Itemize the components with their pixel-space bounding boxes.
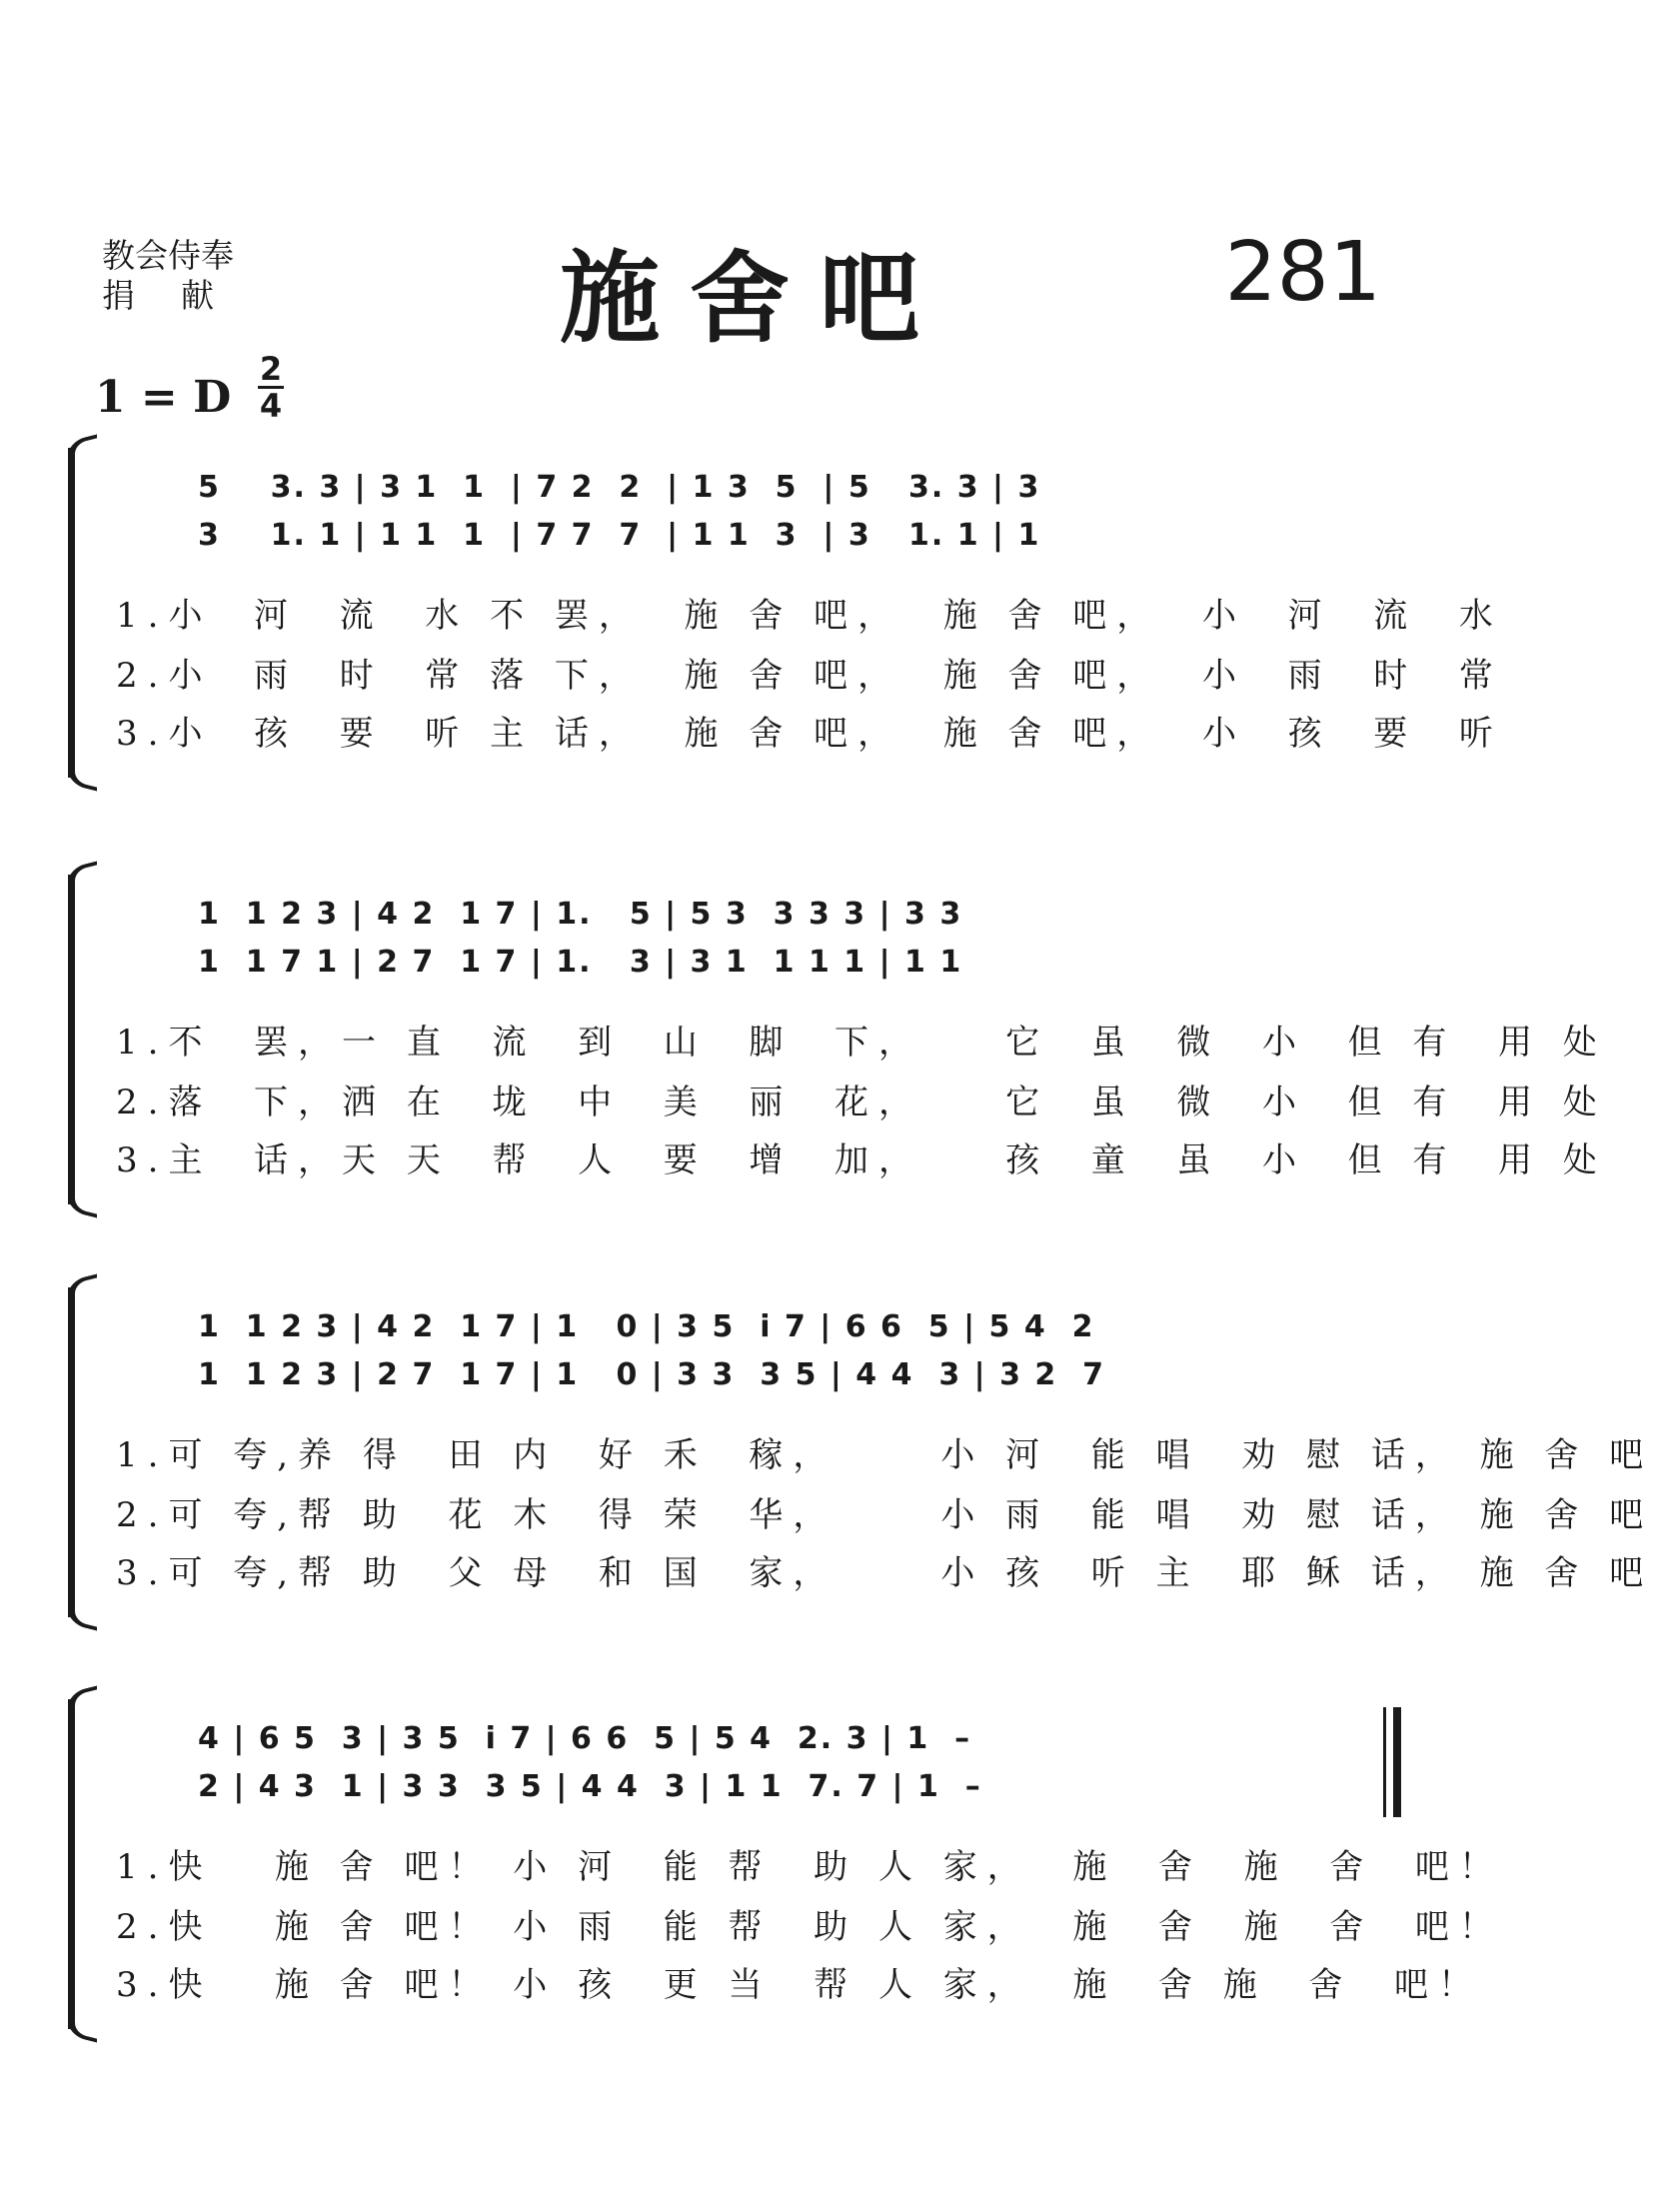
soprano-line: 5 3. 3 | 3 1 1 | 7 2 2 | 1 3 5 | 5 3. 3 | 3 [198,470,1041,505]
credit-line-2: 捐献 [102,276,260,315]
hymn-number: 281 [1224,225,1381,320]
time-bottom: 4 [259,387,283,425]
system-4 [68,1699,1503,2029]
soprano-line: 4 | 6 5 3 | 3 5 i 7 | 6 6 5 | 5 4 2. 3 | 1 – [198,1721,972,1756]
lyric-verse-3: 3.可 夸,帮 助 父 母 和 国 家， 小 孩 听 主 耶 稣 话， 施 舍 吧 [116,1553,1653,1593]
system-2 [68,875,1607,1204]
system-1 [68,448,1503,778]
credit-line-1: 教会侍奉 [102,236,234,275]
alto-line: 3 1. 1 | 1 1 1 | 7 7 7 | 1 1 3 | 3 1. 1 | 1 [198,518,1041,553]
lyric-verse-1: 1.不 罢，一 直 流 到 山 脚 下， 它 虽 微 小 但 有 用 处 [116,1023,1607,1063]
lyric-verse-3: 3.主 话，天 天 帮 人 要 增 加， 孩 童 虽 小 但 有 用 处 [116,1140,1607,1180]
system-bracket [68,1699,89,2029]
final-barline-thin [1383,1707,1386,1817]
lyric-verse-3: 3.小 孩 要 听 主 话， 施 舍 吧， 施 舍 吧， 小 孩 要 听 [116,714,1503,754]
alto-line: 1 1 2 3 | 2 7 1 7 | 1 0 | 3 3 3 5 | 4 4 3 | 3 2 7 [198,1357,1106,1392]
lyric-verse-2: 2.小 雨 时 常 落 下， 施 舍 吧， 施 舍 吧， 小 雨 时 常 [116,656,1503,696]
soprano-line: 1 1 2 3 | 4 2 1 7 | 1. 5 | 5 3 3 3 3 | 3 3 [198,897,963,932]
system-3 [68,1287,1653,1617]
system-bracket [68,875,89,1204]
alto-line: 2 | 4 3 1 | 3 3 3 5 | 4 4 3 | 1 1 7. 7 | 1 – [198,1769,982,1804]
time-top: 2 [259,350,283,388]
lyric-verse-2: 2.落 下，洒 在 垅 中 美 丽 花， 它 虽 微 小 但 有 用 处 [116,1083,1607,1122]
lyric-verse-1: 1.小 河 流 水 不 罢， 施 舍 吧， 施 舍 吧， 小 河 流 水 [116,596,1503,636]
key-signature: 1 = D [95,372,232,423]
lyric-verse-1: 1.快 施 舍 吧！ 小 河 能 帮 助 人 家， 施 舍 施 舍 吧！ [116,1847,1503,1887]
page-title: 施舍吧 [560,239,949,357]
lyric-verse-3: 3.快 施 舍 吧！ 小 孩 更 当 帮 人 家， 施 舍 施 舍 吧！ [116,1965,1483,2005]
alto-line: 1 1 7 1 | 2 7 1 7 | 1. 3 | 3 1 1 1 1 | 1 1 [198,945,963,980]
final-barline-thick [1393,1707,1401,1817]
lyric-verse-1: 1.可 夸,养 得 田 内 好 禾 稼， 小 河 能 唱 劝 慰 话， 施 舍 吧 [116,1435,1653,1475]
system-bracket [68,448,89,778]
system-bracket [68,1287,89,1617]
soprano-line: 1 1 2 3 | 4 2 1 7 | 1 0 | 3 5 i 7 | 6 6 5 | 5 4 2 [198,1309,1095,1344]
lyric-verse-2: 2.快 施 舍 吧！ 小 雨 能 帮 助 人 家， 施 舍 施 舍 吧！ [116,1907,1503,1947]
credit [102,236,260,316]
time-signature [256,352,286,423]
lyric-verse-2: 2.可 夸,帮 助 花 木 得 荣 华， 小 雨 能 唱 劝 慰 话， 施 舍 吧 [116,1495,1653,1535]
